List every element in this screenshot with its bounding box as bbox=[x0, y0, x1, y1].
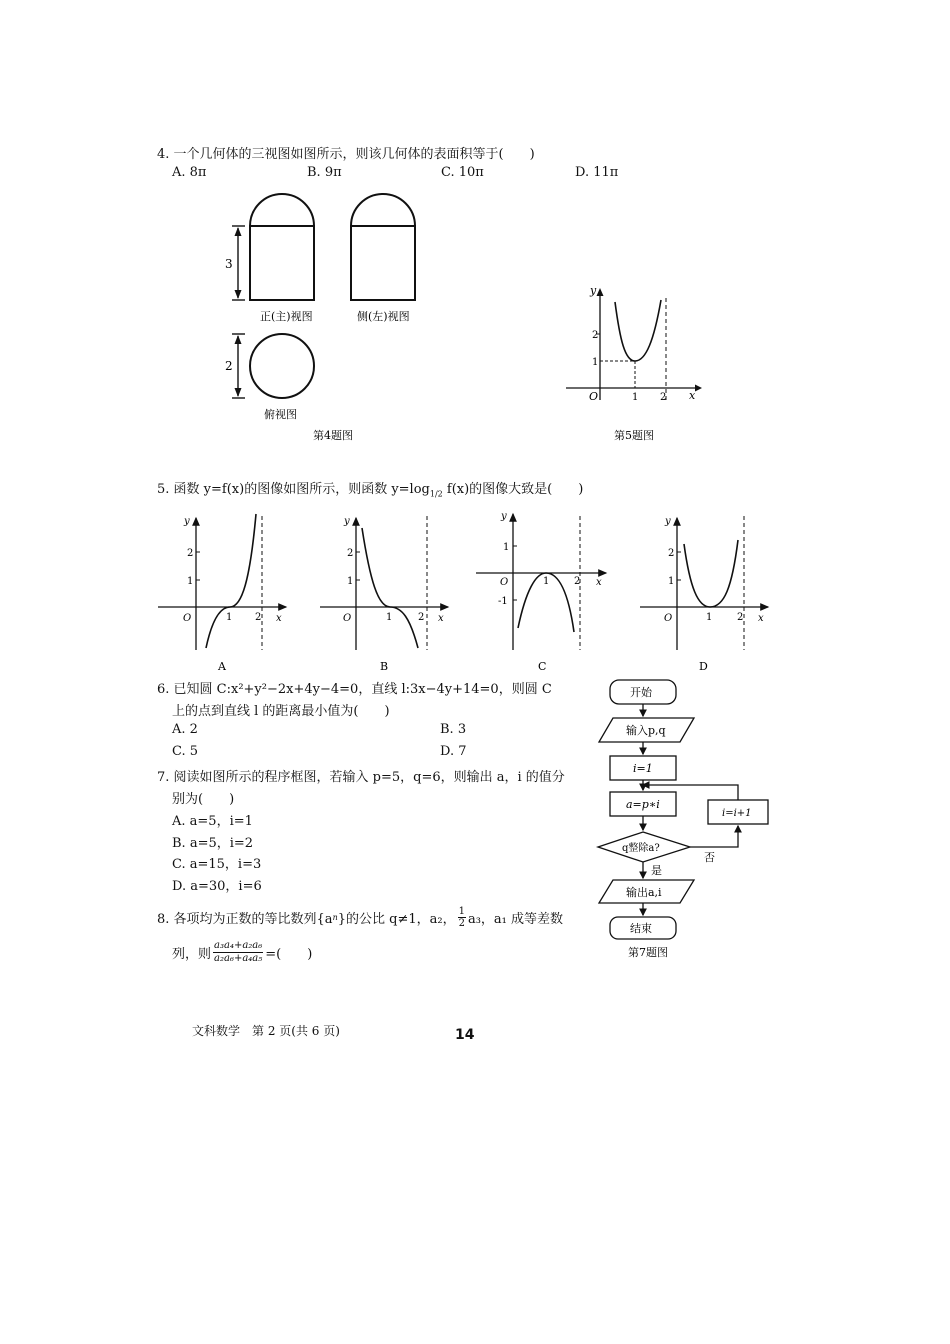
choice-d-origin: O bbox=[664, 613, 673, 624]
width-dimension bbox=[232, 334, 245, 398]
q5-log-base: 1/2 bbox=[429, 489, 443, 499]
flow-yes-label: 是 bbox=[651, 864, 662, 877]
q4-option-b: B. 9π bbox=[307, 165, 342, 180]
q5-stem-part2: f(x)的图像大致是( ) bbox=[442, 482, 584, 497]
q6-stem-line2: 上的点到直线 l 的距离最小值为( ) bbox=[172, 704, 390, 719]
q6-option-b: B. 3 bbox=[440, 722, 467, 737]
choice-c-tick-neg1: -1 bbox=[498, 596, 508, 607]
q4-option-a: A. 8π bbox=[172, 165, 207, 180]
side-view bbox=[351, 194, 415, 300]
flow-decision-text: q整除a? bbox=[622, 843, 660, 854]
choice-a-tick-1: 1 bbox=[226, 612, 233, 623]
flow-init-text: i=1 bbox=[633, 762, 653, 775]
height-dimension bbox=[232, 226, 245, 300]
choice-a-tick-y2: 2 bbox=[187, 548, 194, 559]
q7-option-b: B. a=5，i=2 bbox=[172, 836, 254, 851]
height-dimension-label: 3 bbox=[225, 257, 233, 271]
footer-subject-page: 文科数学 第 2 页(共 6 页) bbox=[192, 1024, 340, 1038]
footer-page-number: 14 bbox=[455, 1027, 475, 1043]
choice-d-label: D bbox=[699, 660, 708, 673]
choice-c-tick-2: 2 bbox=[574, 576, 581, 587]
q4-three-view-figure bbox=[0, 0, 950, 450]
q6-stem-line1: 6. 已知圆 C:x²+y²−2x+4y−4=0，直线 l:3x−4y+14=0，则圆 C bbox=[157, 682, 552, 697]
q6-option-c: C. 5 bbox=[172, 744, 199, 759]
q8-stem-line1 bbox=[157, 906, 563, 929]
q8-subscript-n: n bbox=[332, 913, 338, 922]
choice-d-y-label: y bbox=[665, 516, 671, 527]
flow-end-text: 结束 bbox=[630, 922, 652, 935]
choice-c-tick-1: 1 bbox=[543, 576, 550, 587]
choice-b-x-label: x bbox=[438, 613, 444, 624]
choice-d-tick-y1: 1 bbox=[668, 576, 675, 587]
choice-b-origin: O bbox=[343, 613, 352, 624]
choice-a-x-label: x bbox=[276, 613, 282, 624]
choice-b-tick-2: 2 bbox=[418, 612, 425, 623]
q5-graph-tick-y1: 1 bbox=[592, 357, 599, 368]
q5-stem bbox=[157, 478, 583, 499]
width-dimension-label: 2 bbox=[225, 359, 233, 373]
q5-choice-graphs bbox=[0, 500, 950, 680]
choice-d-tick-2: 2 bbox=[737, 612, 744, 623]
choice-c-tick-pos1: 1 bbox=[503, 542, 510, 553]
front-view bbox=[250, 194, 314, 300]
flowchart-caption: 第7题图 bbox=[628, 946, 668, 959]
front-view-label: 正(主)视图 bbox=[260, 310, 313, 323]
choice-b-graph bbox=[320, 516, 448, 650]
choice-d-x-label: x bbox=[758, 613, 764, 624]
top-view-label: 俯视图 bbox=[264, 408, 297, 421]
q8-expression-fraction bbox=[213, 940, 263, 965]
q7-stem-line1: 7. 阅读如图所示的程序框图，若输入 p=5，q=6，则输出 a，i 的值分 bbox=[157, 770, 565, 785]
choice-b-tick-1: 1 bbox=[386, 612, 393, 623]
q8-part5: =( ) bbox=[265, 947, 313, 962]
q6-option-a: A. 2 bbox=[172, 722, 198, 737]
choice-d-tick-1: 1 bbox=[706, 612, 713, 623]
choice-c-graph bbox=[476, 514, 606, 650]
flow-assign-text: a=p∗i bbox=[626, 798, 660, 811]
choice-a-tick-y1: 1 bbox=[187, 576, 194, 587]
choice-d-graph bbox=[640, 516, 768, 650]
q5-graph-origin: O bbox=[589, 390, 599, 403]
choice-c-origin: O bbox=[500, 577, 509, 588]
q4-option-c: C. 10π bbox=[441, 165, 484, 180]
flow-start-text: 开始 bbox=[630, 686, 652, 699]
q5-graph-x-label: x bbox=[689, 389, 696, 402]
choice-d-tick-y2: 2 bbox=[668, 548, 675, 559]
choice-b-label: B bbox=[380, 660, 389, 673]
choice-c-label: C bbox=[538, 660, 547, 673]
choice-a-origin: O bbox=[183, 613, 192, 624]
q5-graph-tick-y2: 2 bbox=[592, 330, 599, 341]
q6-option-d: D. 7 bbox=[440, 744, 467, 759]
q5-figure-caption: 第5题图 bbox=[614, 429, 654, 442]
q5-graph-tick-x2: 2 bbox=[660, 392, 667, 403]
choice-c-y-label: y bbox=[501, 511, 507, 522]
choice-b-y-label: y bbox=[344, 516, 350, 527]
q8-half-numerator: 1 bbox=[458, 906, 465, 917]
q7-stem-line2: 别为( ) bbox=[172, 792, 235, 807]
q8-half-fraction bbox=[458, 906, 466, 929]
choice-b-tick-y2: 2 bbox=[347, 548, 354, 559]
q8-expression-numerator: a₃a₄+a₂a₆ bbox=[214, 940, 263, 951]
q5-stem-part1: 5. 函数 y=f(x)的图像如图所示，则函数 y=log bbox=[157, 482, 430, 497]
q7-option-d: D. a=30，i=6 bbox=[172, 879, 262, 894]
top-view bbox=[250, 334, 314, 398]
q4-figure-caption: 第4题图 bbox=[313, 429, 353, 442]
choice-a-graph bbox=[158, 514, 286, 650]
q8-part2: }的公比 q≠1，a₂， bbox=[337, 912, 456, 927]
q8-part3: a₃，a₁ 成等差数 bbox=[467, 912, 564, 927]
q5-graph-tick-x1: 1 bbox=[632, 392, 639, 403]
flow-output-text: 输出a,i bbox=[626, 886, 662, 899]
q8-part1: 8. 各项均为正数的等比数列{a bbox=[157, 912, 333, 927]
q7-option-a: A. a=5，i=1 bbox=[172, 814, 253, 829]
q4-option-d: D. 11π bbox=[575, 165, 619, 180]
q8-part4: 列，则 bbox=[172, 947, 212, 962]
side-view-label: 侧(左)视图 bbox=[357, 310, 410, 323]
flow-input-text: 输入p,q bbox=[626, 724, 666, 737]
choice-b-tick-y1: 1 bbox=[347, 576, 354, 587]
q7-option-c: C. a=15，i=3 bbox=[172, 857, 262, 872]
q8-half-denominator: 2 bbox=[458, 918, 465, 929]
q4-stem: 4. 一个几何体的三视图如图所示，则该几何体的表面积等于( ) bbox=[157, 147, 535, 162]
choice-a-tick-2: 2 bbox=[255, 612, 262, 623]
q5-graph-y-label: y bbox=[590, 284, 597, 297]
choice-c-x-label: x bbox=[596, 577, 602, 588]
q8-stem-line2 bbox=[172, 940, 312, 965]
choice-a-y-label: y bbox=[184, 516, 190, 527]
flow-no-label: 否 bbox=[704, 851, 715, 864]
flow-increment-text: i=i+1 bbox=[722, 808, 752, 819]
q8-expression-denominator: a₂a₆+a₄a₅ bbox=[214, 953, 263, 964]
choice-a-label: A bbox=[218, 660, 226, 673]
q5-function-graph bbox=[566, 288, 702, 400]
